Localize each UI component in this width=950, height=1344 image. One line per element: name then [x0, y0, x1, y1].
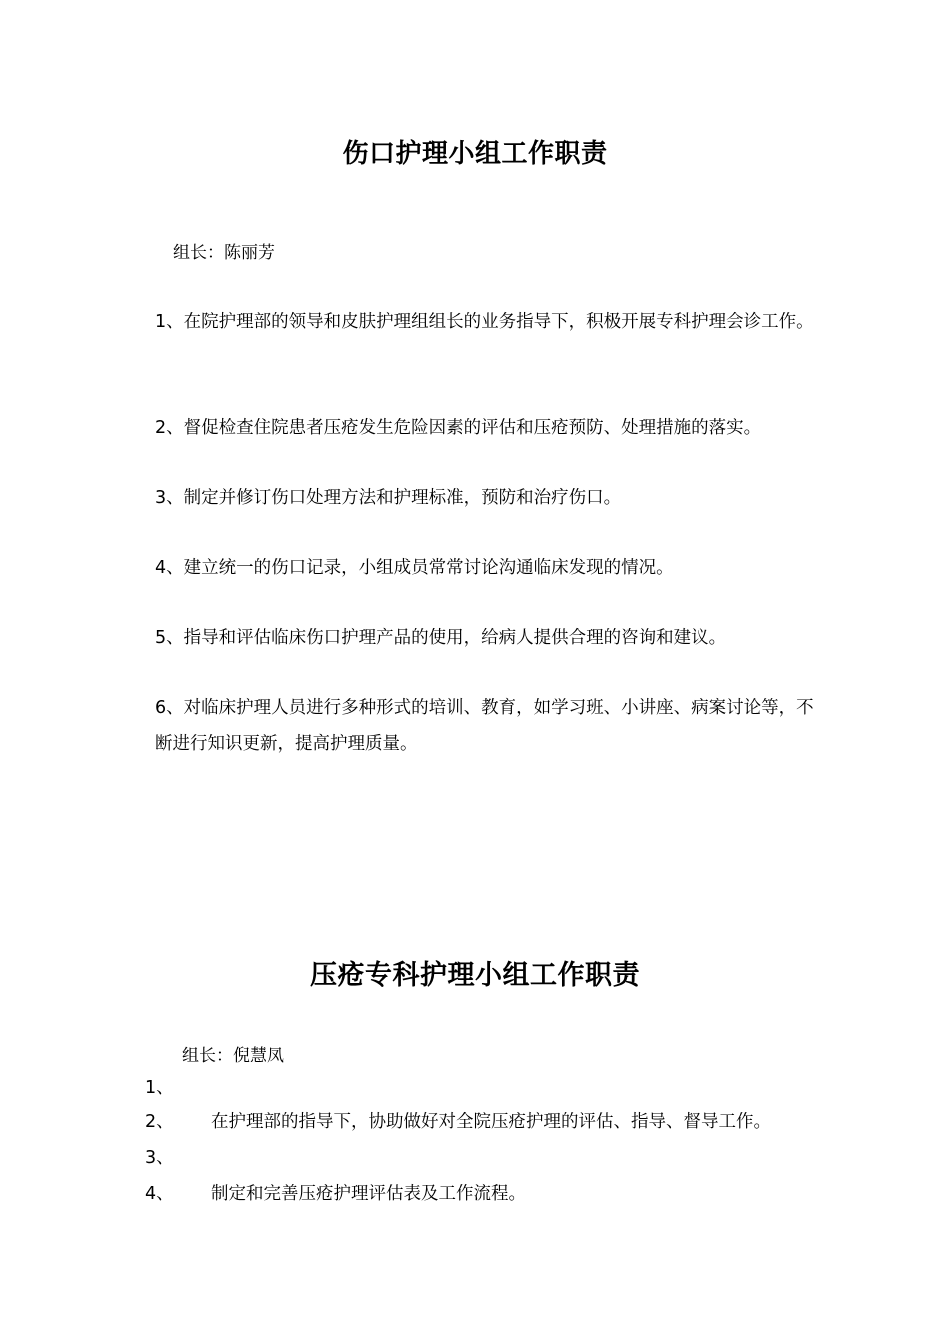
list-item-number: 3、 — [145, 1148, 174, 1168]
list-item-number: 2、 — [145, 1112, 174, 1132]
list-item — [145, 1146, 211, 1170]
list-item-number: 4、 — [145, 1184, 174, 1204]
duty-item-5: 5、指导和评估临床伤口护理产品的使用，给病人提供合理的咨询和建议。 — [155, 628, 727, 648]
section-title-wound-care: 伤口护理小组工作职责 — [342, 139, 608, 169]
list-item — [145, 1182, 526, 1206]
list-item-text: 在护理部的指导下，协助做好对全院压疮护理的评估、指导、督导工作。 — [211, 1112, 771, 1132]
group-leader-wound-care: 组长：陈丽芳 — [173, 243, 275, 263]
duty-item-4: 4、建立统一的伤口记录，小组成员常常讨论沟通临床发现的情况。 — [155, 558, 674, 578]
section-title-pressure-ulcer: 压疮专科护理小组工作职责 — [310, 960, 640, 991]
list-item — [145, 1076, 211, 1100]
list-item-number: 1、 — [145, 1078, 174, 1098]
duty-item-3: 3、制定并修订伤口处理方法和护理标准，预防和治疗伤口。 — [155, 488, 622, 508]
group-leader-pressure-ulcer: 组长：倪慧凤 — [182, 1046, 284, 1066]
duty-item-1: 1、在院护理部的领导和皮肤护理组组长的业务指导下，积极开展专科护理会诊工作。 — [155, 312, 814, 332]
duty-item-2: 2、督促检查住院患者压疮发生危险因素的评估和压疮预防、处理措施的落实。 — [155, 418, 762, 438]
list-item — [145, 1110, 771, 1134]
duty-item-6: 6、对临床护理人员进行多种形式的培训、教育，如学习班、小讲座、病案讨论等，不断进行知识更新，提高护理质量。 — [155, 698, 814, 754]
list-item-text: 制定和完善压疮护理评估表及工作流程。 — [211, 1184, 526, 1204]
